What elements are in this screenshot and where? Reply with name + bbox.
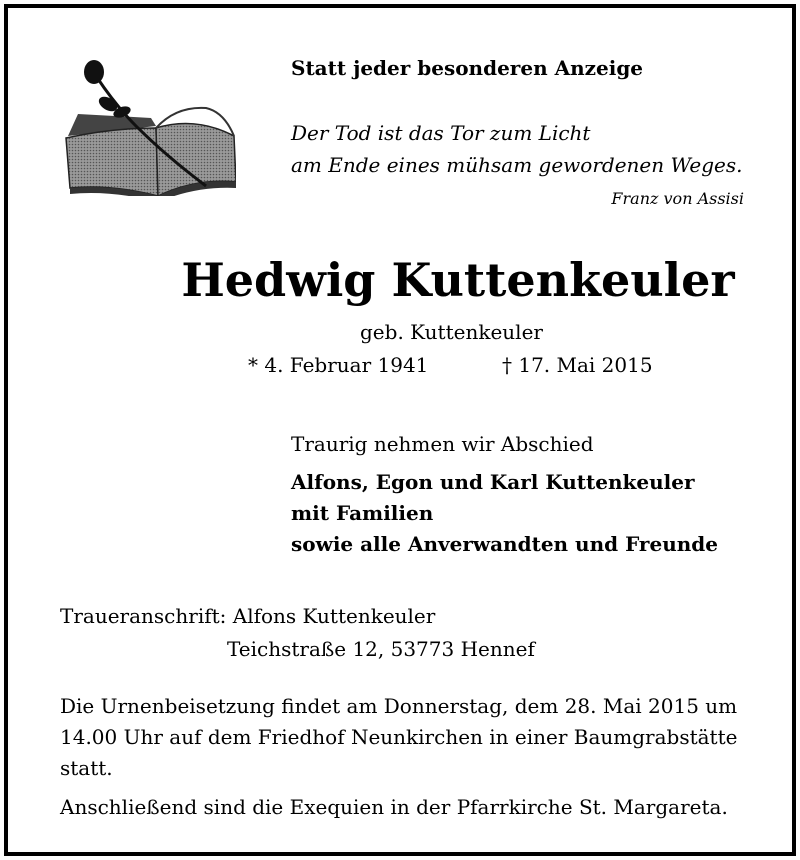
mourners-intro: Traurig nehmen wir Abschied <box>291 432 594 456</box>
book-with-rose-icon <box>56 56 236 196</box>
obituary-notice <box>4 4 796 856</box>
maiden-name: geb. Kuttenkeuler <box>360 320 543 344</box>
exequies-paragraph: Anschließend sind die Exequien in der Pfarrkirche St. Margareta. <box>60 795 728 819</box>
mourning-address-street: Teichstraße 12, 53773 Hennef <box>227 637 535 661</box>
mourners-line-3: sowie alle Anverwandten und Freunde <box>291 532 718 556</box>
quote-line-2: am Ende eines mühsam gewordenen Weges. <box>291 153 743 177</box>
mourning-address-label: Traueranschrift: Alfons Kuttenkeuler <box>60 604 436 628</box>
quote-author: Franz von Assisi <box>611 189 744 208</box>
birth-date: * 4. Februar 1941 <box>248 353 429 377</box>
mourners-line-1: Alfons, Egon und Karl Kuttenkeuler <box>291 470 695 494</box>
quote-line-1: Der Tod ist das Tor zum Licht <box>291 121 591 145</box>
notice-header: Statt jeder besonderen Anzeige <box>291 56 644 80</box>
mourners-line-2: mit Familien <box>291 501 434 525</box>
deceased-name: Hedwig Kuttenkeuler <box>181 253 735 307</box>
death-date: † 17. Mai 2015 <box>502 353 653 377</box>
funeral-paragraph: Die Urnenbeisetzung findet am Donnerstag, dem 28. Mai 2015 um 14.00 Uhr auf dem Friedhof Neunkirchen in einer Baumgrabstätte statt. <box>60 694 738 780</box>
